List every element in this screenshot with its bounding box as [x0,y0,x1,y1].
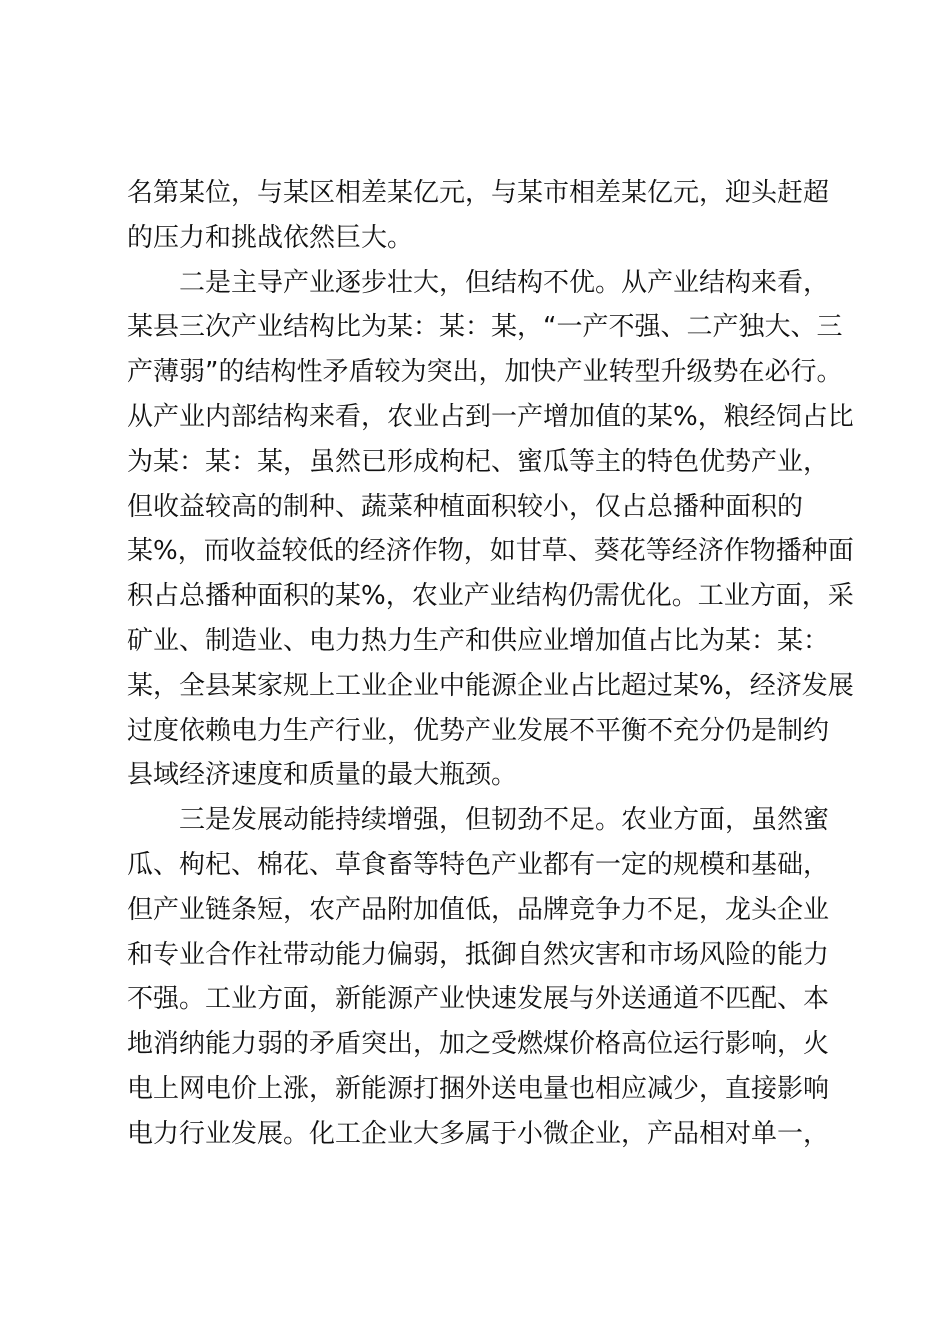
paragraph-start-line: 二是主导产业逐步壮大，但结构不优。从产业结构来看， [179,267,830,298]
text-line: 积占总播种面积的某%，农业产业结构仍需优化。工业方面，采 [127,581,854,612]
text-line: 但收益较高的制种、蔬菜种植面积较小，仅占总播种面积的 [127,491,804,522]
text-line: 产薄弱”的结构性矛盾较为突出，加快产业转型升级势在必行。 [127,357,843,388]
body-text [127,171,854,1157]
text-line: 矿业、制造业、电力热力生产和供应业增加值占比为某：某： [127,625,830,656]
paragraph-start-line: 三是发展动能持续增强，但韧劲不足。农业方面，虽然蜜 [179,805,830,836]
text-line: 为某：某：某，虽然已形成枸杞、蜜瓜等主的特色优势产业， [127,446,830,477]
text-line: 不强。工业方面，新能源产业快速发展与外送通道不匹配、本 [127,984,830,1015]
text-line: 瓜、枸杞、棉花、草食畜等特色产业都有一定的规模和基础， [127,849,830,880]
text-line: 过度依赖电力生产行业，优势产业发展不平衡不充分仍是制约 [127,715,830,746]
text-line: 某%，而收益较低的经济作物，如甘草、葵花等经济作物播种面 [127,536,854,567]
text-line: 地消纳能力弱的矛盾突出，加之受燃煤价格高位运行影响，火 [127,1029,830,1060]
text-line: 县域经济速度和质量的最大瓶颈。 [127,760,518,791]
text-line: 从产业内部结构来看，农业占到一产增加值的某%，粮经饲占比 [127,401,854,432]
text-line: 但产业链条短，农产品附加值低，品牌竞争力不足，龙头企业 [127,894,830,925]
text-line: 电上网电价上涨，新能源打捆外送电量也相应减少，直接影响 [127,1073,830,1104]
text-line: 某县三次产业结构比为某：某：某，“一产不强、二产独大、三 [127,312,843,343]
text-line: 的压力和挑战依然巨大。 [127,222,414,253]
text-line: 和专业合作社带动能力偏弱，抵御自然灾害和市场风险的能力 [127,939,830,970]
text-line: 某，全县某家规上工业企业中能源企业占比超过某%，经济发展 [127,670,854,701]
text-line: 电力行业发展。化工企业大多属于小微企业，产品相对单一， [127,1118,830,1149]
text-line: 名第某位，与某区相差某亿元，与某市相差某亿元，迎头赶超 [127,178,830,208]
